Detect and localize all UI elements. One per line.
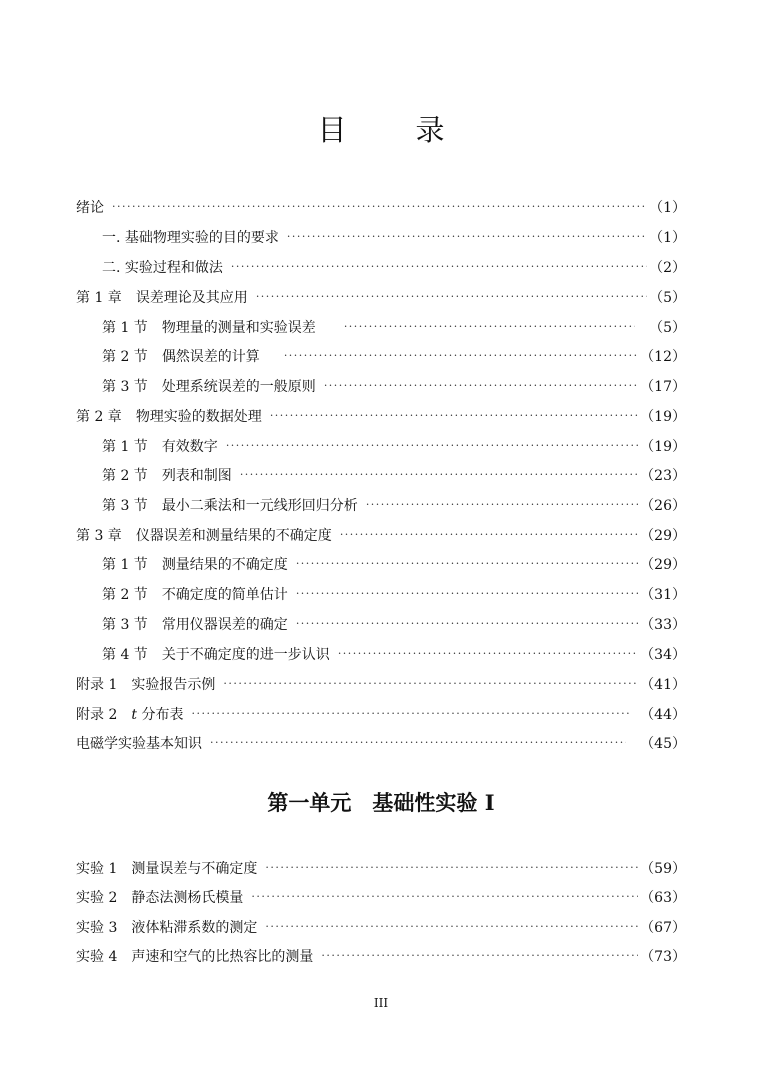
leader-dots xyxy=(231,259,647,275)
leader-dots xyxy=(226,438,638,454)
toc-entry-page: （23） xyxy=(640,468,686,484)
toc-entry-number: 第 2 节 xyxy=(102,587,148,603)
toc-entry-number: 第 2 节 xyxy=(102,468,148,484)
page-title: 目 录 xyxy=(317,113,465,147)
toc-entry-page: （26） xyxy=(640,498,686,514)
toc-entry-page: （41） xyxy=(640,677,686,693)
toc-entry-title: 列表和制图 xyxy=(161,468,232,484)
toc-entry-number: 实验 1 xyxy=(76,861,118,877)
leader-dots xyxy=(223,676,638,692)
toc-entry-page: （33） xyxy=(640,617,686,633)
toc-entry-page: （19） xyxy=(640,439,686,455)
toc-entry-page: （63） xyxy=(640,890,686,906)
toc-entry-title: 处理系统误差的一般原则 xyxy=(161,379,316,395)
toc-entry[interactable] xyxy=(102,431,686,461)
toc-entry-title: 关于不确定度的进一步认识 xyxy=(161,647,330,663)
leader-dots xyxy=(296,556,638,572)
leader-dots xyxy=(265,860,638,876)
toc-entry-page: （1） xyxy=(649,200,686,216)
toc-entry-number: 第 3 节 xyxy=(102,617,148,633)
toc-entry-page: （29） xyxy=(640,528,686,544)
toc-entry[interactable] xyxy=(76,401,686,431)
toc-entry-page: （73） xyxy=(640,949,686,965)
leader-dots xyxy=(340,527,638,543)
toc-entry[interactable] xyxy=(102,222,686,252)
toc-entry-number: 附录 2 xyxy=(76,707,118,723)
toc-entry[interactable] xyxy=(102,549,686,579)
toc-entry-title: 二. 实验过程和做法 xyxy=(102,260,223,276)
toc-entry-page: （31） xyxy=(640,587,686,603)
leader-dots xyxy=(366,497,638,513)
leader-dots xyxy=(191,706,632,722)
toc-entry[interactable] xyxy=(102,252,686,282)
toc-entry-title: 不确定度的简单估计 xyxy=(161,587,288,603)
toc-entry-page: （19） xyxy=(640,409,686,425)
toc-entry-number: 附录 1 xyxy=(76,677,118,693)
leader-dots xyxy=(338,646,638,662)
toc-entry-page: （67） xyxy=(640,920,686,936)
toc-entry[interactable] xyxy=(102,579,686,609)
toc-entry-title: 绪论 xyxy=(76,200,104,216)
toc-entry-number: 第 3 章 xyxy=(76,528,122,544)
toc-entry-page: （59） xyxy=(640,861,686,877)
toc-entry-title: t 分布表 xyxy=(131,707,184,723)
toc-entry-title: 有效数字 xyxy=(161,439,218,455)
toc-entry[interactable] xyxy=(76,728,686,758)
toc-entry-title: 偶然误差的计算 xyxy=(161,349,260,365)
toc-entry-number: 实验 2 xyxy=(76,890,118,906)
toc-entry-title: 物理量的测量和实验误差 xyxy=(161,320,316,336)
toc-entry-title: 仪器误差和测量结果的不确定度 xyxy=(135,528,332,544)
toc-entry[interactable] xyxy=(102,371,686,401)
toc-entry-title: 误差理论及其应用 xyxy=(135,290,248,306)
toc-entry[interactable] xyxy=(76,282,686,312)
toc-entry-number: 第 1 节 xyxy=(102,320,148,336)
toc-entry-number: 实验 3 xyxy=(76,920,118,936)
toc-entry-page: （29） xyxy=(640,557,686,573)
toc-entry-title: 电磁学实验基本知识 xyxy=(76,736,202,752)
toc-entry[interactable] xyxy=(76,912,686,942)
toc-entry[interactable] xyxy=(102,460,686,490)
leader-dots xyxy=(284,348,638,364)
leader-dots xyxy=(344,319,635,335)
toc-entry-number: 第 4 节 xyxy=(102,647,148,663)
toc-entry[interactable] xyxy=(102,609,686,639)
toc-entry-number: 第 3 节 xyxy=(102,379,148,395)
toc-entry[interactable] xyxy=(76,520,686,550)
toc-entry[interactable] xyxy=(102,312,686,342)
toc-entry-number: 第 2 节 xyxy=(102,349,148,365)
toc-entry-page: （5） xyxy=(649,290,686,306)
page-number: III xyxy=(373,996,389,1010)
toc-entry-number: 第 1 节 xyxy=(102,439,148,455)
toc-entry-title: 测量误差与不确定度 xyxy=(131,861,258,877)
toc-entry[interactable] xyxy=(76,669,686,699)
leader-dots xyxy=(287,229,647,245)
toc-entry[interactable] xyxy=(102,341,686,371)
toc-entry-title: 测量结果的不确定度 xyxy=(161,557,288,573)
section-heading: 第一单元 基础性实验 I xyxy=(267,790,495,815)
leader-dots xyxy=(324,378,638,394)
toc-entry-title: 实验报告示例 xyxy=(131,677,216,693)
toc-entry[interactable] xyxy=(76,853,686,883)
toc-entry-page: （17） xyxy=(640,379,686,395)
toc-entry-title: 静态法测杨氏模量 xyxy=(131,890,244,906)
leader-dots xyxy=(321,948,638,964)
toc-entry-number: 第 1 节 xyxy=(102,557,148,573)
toc-entry-page: （34） xyxy=(640,647,686,663)
toc-entry-page: （45） xyxy=(640,736,686,752)
leader-dots xyxy=(256,289,647,305)
leader-dots xyxy=(270,408,638,424)
toc-entry-title: 液体粘滞系数的测定 xyxy=(131,920,258,936)
toc-entry[interactable] xyxy=(76,882,686,912)
toc-entry[interactable] xyxy=(76,192,686,222)
leader-dots xyxy=(265,919,638,935)
toc-entry-page: （5） xyxy=(649,320,686,336)
toc-entry-page: （1） xyxy=(649,230,686,246)
toc-entry[interactable] xyxy=(102,639,686,669)
toc-entry-title: 声速和空气的比热容比的测量 xyxy=(131,949,314,965)
toc-entry-number: 第 3 节 xyxy=(102,498,148,514)
leader-dots xyxy=(296,586,638,602)
toc-entry-number: 第 1 章 xyxy=(76,290,122,306)
leader-dots xyxy=(210,735,626,751)
leader-dots xyxy=(240,467,638,483)
toc-entry[interactable] xyxy=(76,941,686,971)
toc-entry-page: （12） xyxy=(640,349,686,365)
toc-entry-page: （44） xyxy=(640,707,686,723)
leader-dots xyxy=(251,889,638,905)
toc-entry[interactable] xyxy=(76,699,686,729)
toc-entry-title: 最小二乘法和一元线形回归分析 xyxy=(161,498,358,514)
toc-entry-title: 物理实验的数据处理 xyxy=(135,409,262,425)
toc-entry[interactable] xyxy=(102,490,686,520)
toc-entry-title: 常用仪器误差的确定 xyxy=(161,617,288,633)
leader-dots xyxy=(296,616,638,632)
toc-entry-number: 第 2 章 xyxy=(76,409,122,425)
leader-dots xyxy=(112,199,647,215)
toc-entry-title: 一. 基础物理实验的目的要求 xyxy=(102,230,279,246)
toc-entry-number: 实验 4 xyxy=(76,949,118,965)
toc-entry-page: （2） xyxy=(649,260,686,276)
